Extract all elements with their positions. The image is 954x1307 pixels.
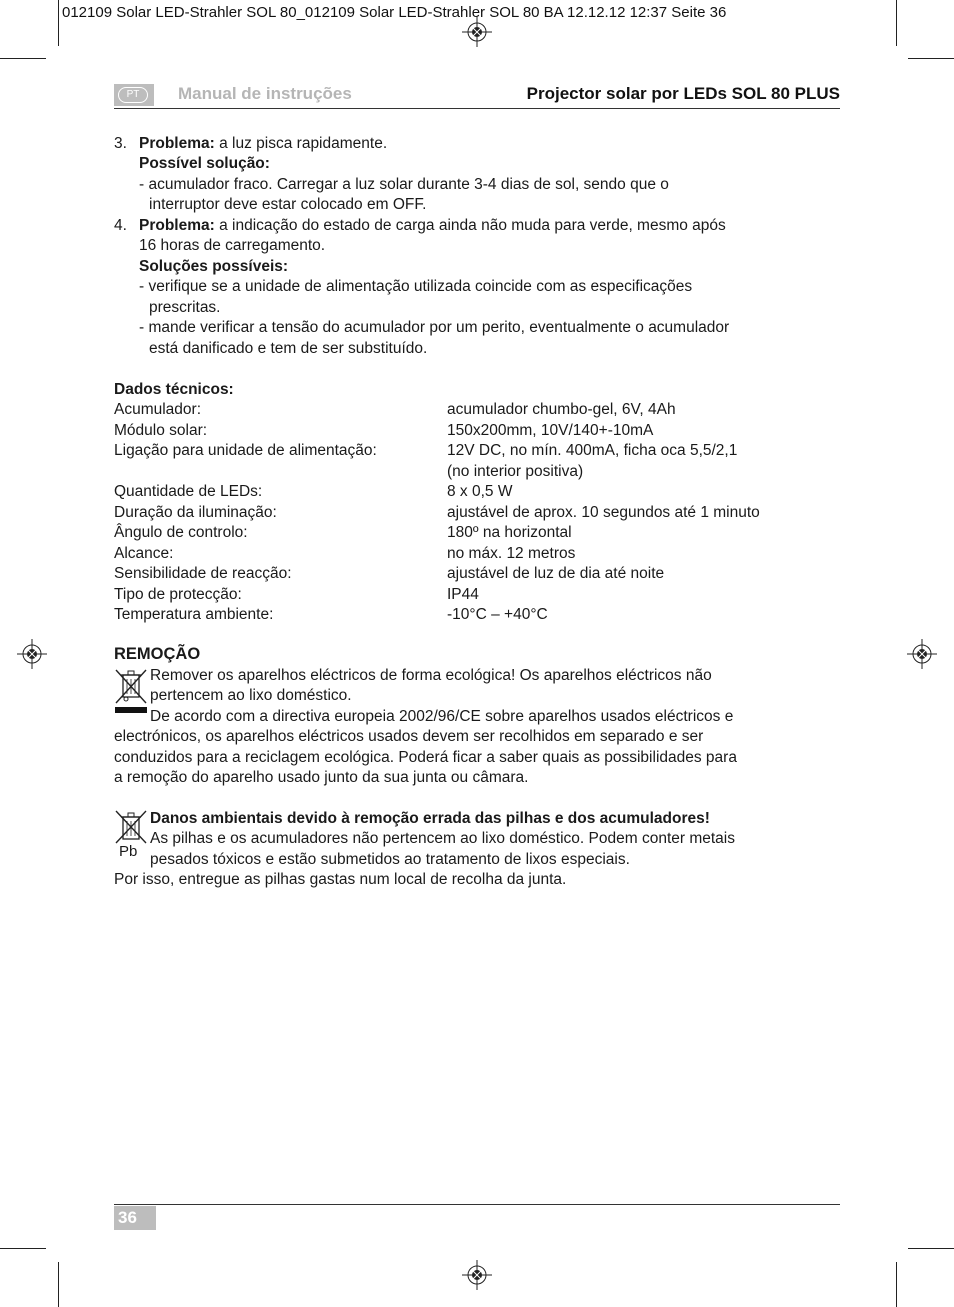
problem-text-continued: 16 horas de carregamento. bbox=[139, 237, 326, 254]
registration-mark-icon bbox=[462, 1260, 492, 1290]
solution-line: - verifique se a unidade de alimentação utilizada coincide com as especificações bbox=[139, 278, 693, 295]
tech-value: 12V DC, no mín. 400mA, ficha oca 5,5/2,1 bbox=[447, 442, 738, 459]
problem-line bbox=[139, 216, 726, 237]
battery-line: pesados tóxicos e estão submetidos ao tratamento de lixos especiais. bbox=[150, 851, 630, 868]
battery-line: Por isso, entregue as pilhas gastas num local de recolha da junta. bbox=[114, 871, 567, 888]
tech-row bbox=[114, 585, 479, 606]
tech-label: Tipo de protecção: bbox=[114, 585, 242, 603]
tech-row bbox=[114, 503, 760, 524]
removal-line: pertencem ao lixo doméstico. bbox=[150, 687, 352, 704]
registration-mark-icon bbox=[907, 639, 937, 669]
problem-text: a luz pisca rapidamente. bbox=[214, 135, 388, 152]
tech-row bbox=[114, 523, 572, 544]
crop-mark bbox=[908, 58, 954, 59]
tech-row bbox=[114, 400, 676, 421]
tech-row bbox=[114, 441, 738, 462]
battery-heading: Danos ambientais devido à remoção errada das pilhas e dos acumuladores! bbox=[150, 810, 710, 827]
tech-value: 8 x 0,5 W bbox=[447, 483, 513, 500]
tech-row bbox=[114, 544, 576, 565]
tech-label: Ângulo de controlo: bbox=[114, 524, 248, 541]
removal-line: De acordo com a directiva europeia 2002/96/CE sobre aparelhos usados eléctricos e bbox=[150, 708, 734, 725]
tech-row bbox=[114, 421, 654, 442]
crop-mark bbox=[896, 0, 897, 46]
tech-label: Acumulador: bbox=[114, 401, 202, 418]
tech-label: Sensibilidade de reacção: bbox=[114, 565, 292, 582]
tech-table bbox=[114, 400, 760, 626]
header-rule bbox=[114, 108, 840, 109]
tech-row bbox=[114, 462, 584, 483]
crossed-battery-bin-icon bbox=[114, 809, 148, 847]
tech-value: IP44 bbox=[447, 585, 479, 603]
crop-mark bbox=[58, 1262, 59, 1307]
tech-row bbox=[114, 482, 513, 503]
removal-line: electrónicos, os aparelhos eléctricos usados devem ser recolhidos em separado e ser bbox=[114, 728, 704, 745]
tech-label: Quantidade de LEDs: bbox=[114, 483, 263, 500]
tech-label: Ligação para unidade de alimentação: bbox=[114, 442, 377, 459]
removal-heading: REMOÇÃO bbox=[114, 645, 201, 663]
footer-rule bbox=[114, 1204, 840, 1205]
tech-value: acumulador chumbo-gel, 6V, 4Ah bbox=[447, 401, 676, 418]
solution-line: - acumulador fraco. Carregar a luz solar durante 3-4 dias de sol, sendo que o bbox=[139, 176, 669, 193]
tech-label: Alcance: bbox=[114, 544, 174, 562]
tech-value: no máx. 12 metros bbox=[447, 544, 576, 562]
problem-text: a indicação do estado de carga ainda não muda para verde, mesmo após bbox=[214, 217, 726, 234]
solution-line: prescritas. bbox=[149, 299, 221, 316]
tech-value: -10°C – +40°C bbox=[447, 606, 548, 623]
removal-line: conduzidos para a reciclagem ecológica. Poderá ficar a saber quais as possibilidades para bbox=[114, 749, 737, 766]
tech-label: Módulo solar: bbox=[114, 421, 208, 439]
problem-number: 4. bbox=[114, 217, 127, 234]
crop-mark bbox=[0, 1248, 46, 1249]
language-badge bbox=[114, 84, 154, 106]
crop-mark bbox=[908, 1248, 954, 1249]
tech-value: 180º na horizontal bbox=[447, 524, 572, 541]
tech-value: ajustável de aprox. 10 segundos até 1 minuto bbox=[447, 503, 760, 521]
tech-heading: Dados técnicos: bbox=[114, 381, 234, 398]
battery-line: As pilhas e os acumuladores não pertencem ao lixo doméstico. Podem conter metais bbox=[150, 830, 735, 847]
tech-row bbox=[114, 564, 665, 585]
tech-row bbox=[114, 605, 548, 626]
crop-mark bbox=[0, 58, 46, 59]
tech-value: 150x200mm, 10V/140+-10mA bbox=[447, 421, 654, 439]
crop-mark bbox=[58, 0, 59, 46]
language-code: PT bbox=[118, 87, 148, 103]
solution-label: Soluções possíveis: bbox=[139, 258, 289, 275]
header-manual-label: Manual de instruções bbox=[178, 84, 352, 103]
print-slug: 012109 Solar LED-Strahler SOL 80_012109 Solar LED-Strahler SOL 80 BA 12.12.12 12:37 Seite 36 bbox=[62, 4, 727, 21]
pb-label: Pb bbox=[119, 843, 138, 860]
solution-line: está danificado e tem de ser substituído. bbox=[149, 340, 428, 357]
crop-mark bbox=[896, 1262, 897, 1307]
registration-mark-icon bbox=[17, 639, 47, 669]
tech-label: Duração da iluminação: bbox=[114, 503, 277, 521]
removal-line: Remover os aparelhos eléctricos de forma ecológica! Os aparelhos eléctricos não bbox=[150, 667, 712, 684]
problem-label: Problema: bbox=[139, 217, 215, 234]
tech-label: Temperatura ambiente: bbox=[114, 606, 274, 623]
tech-value: ajustável de luz de dia até noite bbox=[447, 565, 665, 582]
problem-number: 3. bbox=[114, 135, 127, 152]
solution-label: Possível solução: bbox=[139, 155, 270, 172]
problem-line bbox=[139, 134, 387, 155]
solution-line: interruptor deve estar colocado em OFF. bbox=[149, 196, 427, 213]
solution-line: - mande verificar a tensão do acumulador por um perito, eventualmente o acumulador bbox=[139, 319, 730, 336]
header-title: Projector solar por LEDs SOL 80 PLUS bbox=[526, 84, 840, 103]
tech-value: (no interior positiva) bbox=[447, 462, 584, 480]
removal-line: a remoção do aparelho usado junto da sua junta ou câmara. bbox=[114, 769, 529, 786]
crossed-bin-icon bbox=[114, 667, 148, 715]
registration-mark-icon bbox=[462, 17, 492, 47]
page-number: 36 bbox=[114, 1206, 156, 1230]
problem-label: Problema: bbox=[139, 135, 215, 152]
